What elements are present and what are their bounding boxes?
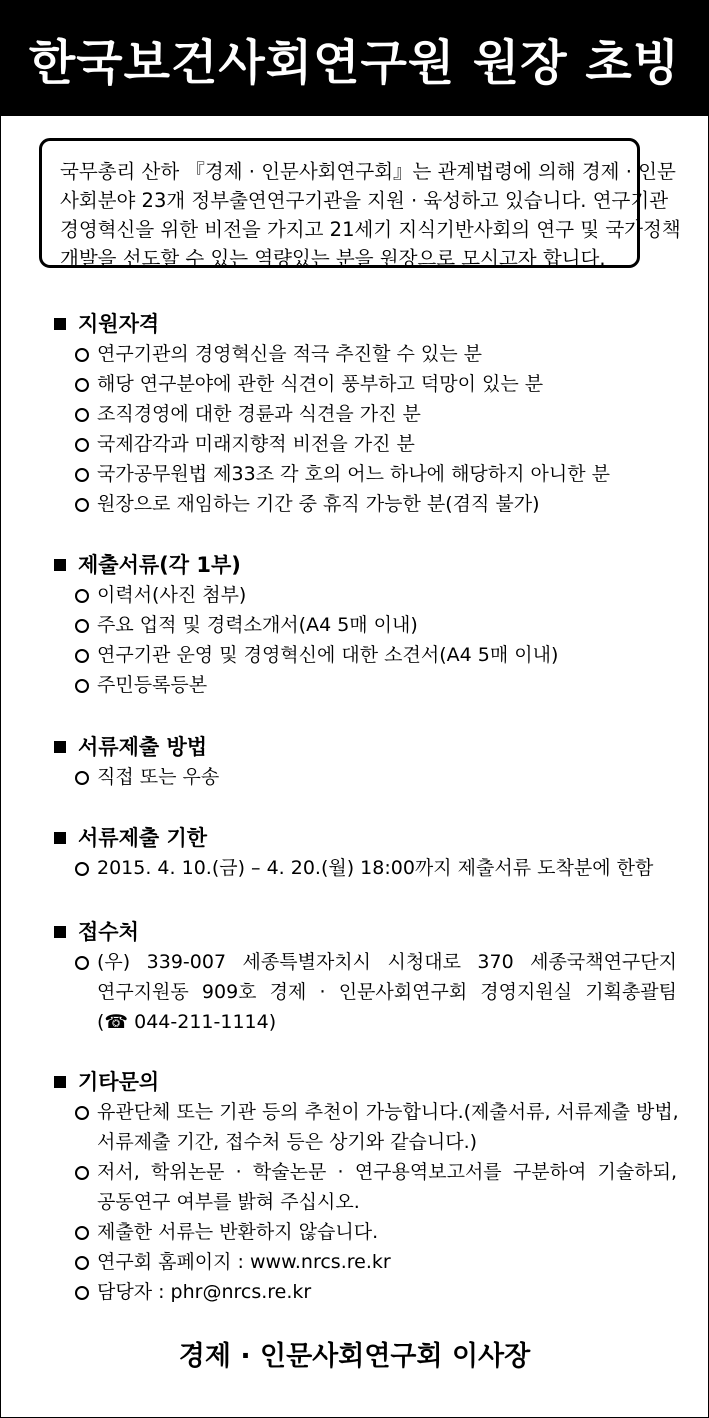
item-text: 담당자 : phr@nrcs.re.kr	[97, 1281, 312, 1303]
circle-bullet-icon	[75, 862, 89, 876]
circle-bullet-icon	[75, 619, 89, 633]
section-heading	[52, 823, 692, 853]
section-other-inquiries	[52, 1067, 692, 1307]
item-text: 서류제출 기간, 접수처 등은 상기와 같습니다.)	[97, 1131, 478, 1153]
item-text: 공동연구 여부를 밝혀 주십시오.	[97, 1191, 360, 1213]
intro-line: 개발을 선도할 수 있는 역량있는 분을 원장으로 모시고자 합니다.	[60, 247, 606, 270]
intro-box	[39, 138, 681, 270]
section-heading	[52, 732, 692, 762]
square-bullet-icon	[54, 1076, 66, 1088]
item-text: 연구지원동 909호 경제 · 인문사회연구회 경영지원실 기획총괄팀	[97, 981, 677, 1003]
square-bullet-icon	[54, 832, 66, 844]
circle-bullet-icon	[75, 649, 89, 663]
list-item	[52, 762, 692, 792]
item-text: 직접 또는 우송	[97, 766, 220, 788]
section-heading	[52, 550, 692, 580]
section-heading	[52, 917, 692, 947]
list-item	[52, 1277, 692, 1307]
section-heading	[52, 309, 692, 339]
item-text: 이력서(사진 첨부)	[97, 584, 247, 606]
circle-bullet-icon	[75, 348, 89, 362]
section-heading-label: 서류제출 방법	[78, 735, 208, 759]
list-item	[52, 489, 692, 519]
intro-line: 경영혁신을 위한 비전을 가지고 21세기 지식기반사회의 연구 및 국가정책	[60, 218, 681, 241]
item-text: 해당 연구분야에 관한 식견이 풍부하고 덕망이 있는 분	[97, 373, 544, 395]
list-item	[52, 369, 692, 399]
square-bullet-icon	[54, 926, 66, 938]
page-title: 한국보건사회연구원 원장 초빙	[28, 35, 681, 91]
item-text: 2015. 4. 10.(금) – 4. 20.(월) 18:00까지 제출서류 도착분에 한함	[97, 857, 654, 879]
item-text: 주민등록등본	[97, 674, 208, 696]
list-item	[52, 580, 692, 610]
item-text: 저서, 학위논문 · 학술논문 · 연구용역보고서를 구분하여 기술하되,	[97, 1161, 677, 1183]
section-reception	[52, 917, 692, 1037]
section-heading-label: 접수처	[78, 920, 139, 944]
list-item	[52, 1217, 692, 1247]
item-text: 연구회 홈페이지 : www.nrcs.re.kr	[97, 1251, 391, 1273]
item-text: 제출한 서류는 반환하지 않습니다.	[97, 1221, 379, 1243]
intro-line: 사회분야 23개 정부출연연구기관을 지원 · 육성하고 있습니다. 연구기관	[60, 189, 669, 212]
section-documents	[52, 550, 692, 700]
circle-bullet-icon	[75, 378, 89, 392]
item-text: 원장으로 재임하는 기간 중 휴직 가능한 분(겸직 불가)	[97, 493, 540, 515]
circle-bullet-icon	[75, 956, 89, 970]
list-item	[52, 947, 692, 1037]
item-text: 연구기관 운영 및 경영혁신에 대한 소견서(A4 5매 이내)	[97, 644, 559, 666]
list-item	[52, 640, 692, 670]
intro-line: 국무총리 산하 『경제 · 인문사회연구회』는 관계법령에 의해 경제 · 인문	[60, 160, 676, 183]
item-text: 주요 업적 및 경력소개서(A4 5매 이내)	[97, 614, 418, 636]
list-item	[52, 429, 692, 459]
circle-bullet-icon	[75, 408, 89, 422]
item-text: 국제감각과 미래지향적 비전을 가진 분	[97, 433, 415, 455]
item-text: (우) 339-007 세종특별자치시 시청대로 370 세종국책연구단지	[97, 951, 677, 973]
list-item	[52, 610, 692, 640]
list-item	[52, 670, 692, 700]
square-bullet-icon	[54, 741, 66, 753]
item-text: 조직경영에 대한 경륜과 식견을 가진 분	[97, 403, 421, 425]
list-item	[52, 399, 692, 429]
item-text: (☎ 044-211-1114)	[97, 1011, 277, 1033]
item-text: 유관단체 또는 기관 등의 추천이 가능합니다.(제출서류, 서류제출 방법,	[97, 1101, 679, 1123]
item-text: 국가공무원법 제33조 각 호의 어느 하나에 해당하지 아니한 분	[97, 463, 610, 485]
circle-bullet-icon	[75, 1226, 89, 1240]
section-heading-label: 제출서류(각 1부)	[78, 553, 241, 577]
list-item	[52, 459, 692, 489]
section-heading	[52, 1067, 692, 1097]
item-text: 연구기관의 경영혁신을 적극 추진할 수 있는 분	[97, 343, 482, 365]
section-submission-method	[52, 732, 692, 792]
circle-bullet-icon	[75, 771, 89, 785]
list-item	[52, 1097, 692, 1157]
circle-bullet-icon	[75, 1256, 89, 1270]
circle-bullet-icon	[75, 1166, 89, 1180]
section-submission-deadline	[52, 823, 692, 883]
list-item	[52, 1247, 692, 1277]
list-item	[52, 339, 692, 369]
circle-bullet-icon	[75, 679, 89, 693]
list-item	[52, 1157, 692, 1217]
section-heading-label: 서류제출 기한	[78, 826, 208, 850]
circle-bullet-icon	[75, 589, 89, 603]
header-banner	[1, 1, 708, 116]
list-item	[52, 853, 692, 883]
footer-signature: 경제 · 인문사회연구회 이사장	[178, 1341, 531, 1372]
circle-bullet-icon	[75, 1106, 89, 1120]
circle-bullet-icon	[75, 1286, 89, 1300]
section-heading-label: 지원자격	[78, 312, 160, 336]
circle-bullet-icon	[75, 438, 89, 452]
circle-bullet-icon	[75, 498, 89, 512]
square-bullet-icon	[54, 559, 66, 571]
circle-bullet-icon	[75, 468, 89, 482]
section-heading-label: 기타문의	[78, 1070, 160, 1094]
section-eligibility	[52, 309, 692, 519]
square-bullet-icon	[54, 318, 66, 330]
